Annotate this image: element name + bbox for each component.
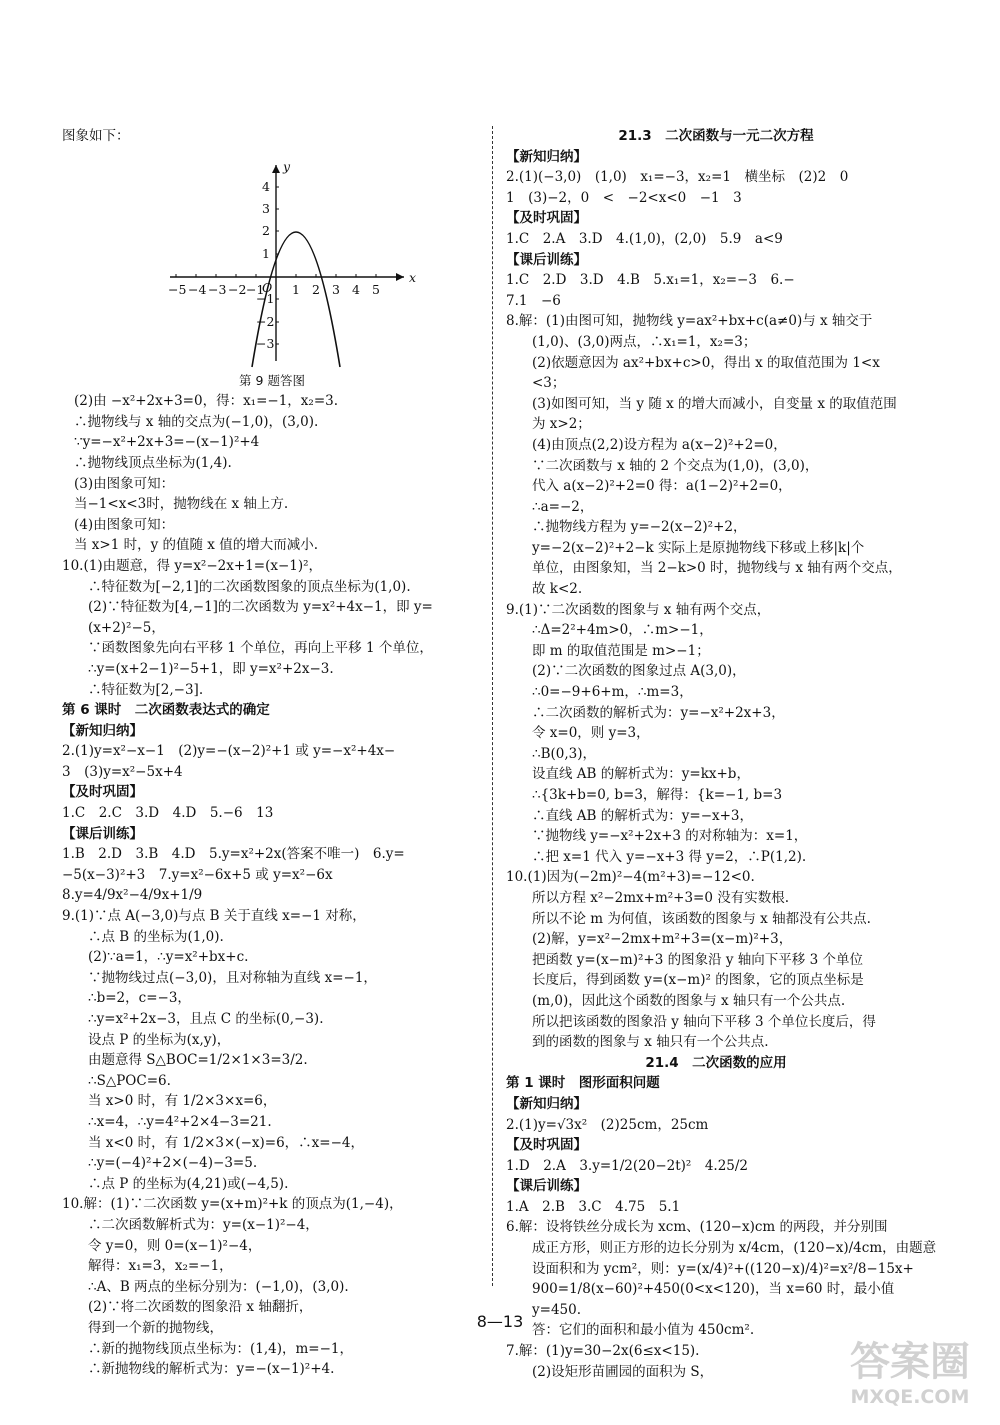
right-line: ∴二次函数的解析式为：y=−x²+2x+3， (532, 704, 785, 721)
right-line: y=450. (532, 1301, 581, 1318)
column-divider (492, 126, 493, 1286)
section-label: 【新知归纳】 (62, 722, 143, 739)
left-line: ∴抛物线与 x 轴的交点为(−1,0)，(3,0). (74, 413, 319, 430)
right-line: 长度后，得到函数 y=(x−m)² 的图象，它的顶点坐标是 (532, 972, 864, 989)
page-number: 8—13 (476, 1312, 524, 1331)
right-line: 8.解：(1)由图可知，抛物线 y=ax²+bx+c(a≠0)与 x 轴交于 (506, 313, 873, 330)
left-line: ∴x=4，∴y=4²+2×4−3=21. (88, 1113, 272, 1130)
right-line: 1.C 2.D 3.D 4.B 5.x₁=1，x₂=−3 6.− (506, 272, 795, 289)
y-tick-label: 1 (262, 245, 270, 261)
left-line: ∴点 P 的坐标为(4,21)或(−4,5). (88, 1175, 289, 1192)
left-line: ∴特征数为[−2,1]的二次函数图象的顶点坐标为(1,0). (88, 578, 411, 595)
right-line: 设面积和为 ycm²，则：y=(x/4)²+((120−x)/4)²=x²/8−15x+ (532, 1260, 914, 1277)
section-label: 【及时巩固】 (506, 210, 587, 227)
left-line: ∴S△POC=6. (88, 1072, 171, 1089)
right-line: ∵二次函数与 x 轴的 2 个交点为(1,0)，(3,0)， (532, 457, 819, 474)
left-line: 9.(1)∵点 A(−3,0)与点 B 关于直线 x=−1 对称， (62, 908, 366, 925)
y-tick-label: −2 (256, 313, 275, 329)
right-line: 故 k<2. (532, 581, 583, 598)
left-line: ∴新的抛物线顶点坐标为：(1,4)，m=−1， (88, 1340, 354, 1357)
left-line: ∴A、B 两点的坐标分别为：(−1,0)，(3,0). (88, 1278, 349, 1295)
parabola-figure (62, 151, 482, 371)
left-line: 10.解：(1)∵二次函数 y=(x+m)²+k 的顶点为(1,−4)， (62, 1196, 403, 1213)
right-line: 900=1/8(x−60)²+450(0<x<120)，当 x=60 时，最小值 (532, 1281, 895, 1298)
left-line: 得到一个新的抛物线， (88, 1319, 223, 1336)
parabola-graph (62, 151, 482, 371)
y-tick-label: 4 (262, 178, 270, 194)
section-heading: 21.4 二次函数的应用 (645, 1054, 787, 1071)
right-line: 2.(1)(−3,0) (1,0) x₁=−3，x₂=1 横坐标 (2)2 0 (506, 169, 849, 186)
left-line: 1.B 2.D 3.B 4.D 5.y=x²+2x(答案不唯一) 6.y= (62, 846, 405, 863)
left-line: (4)由图象可知： (74, 516, 175, 533)
right-line: (1,0)、(3,0)两点，∴x₁=1，x₂=3； (532, 333, 757, 350)
x-axis-label: x (409, 269, 417, 285)
right-line: 7.解：(1)y=30−2x(6≤x<15). (506, 1343, 700, 1360)
right-line: ∴Δ=2²+4m>0，∴m>−1， (532, 622, 713, 639)
left-line: 当−1<x<3时，抛物线在 x 轴上方. (74, 496, 289, 513)
y-axis-label: y (283, 158, 291, 174)
left-line: ∴特征数为[2,−3]. (88, 681, 204, 698)
left-line: 10.(1)由题意，得 y=x²−2x+1=(x−1)²， (62, 557, 323, 574)
left-line: ∵函数图象先向右平移 1 个单位，再向上平移 1 个单位， (88, 640, 433, 657)
left-line: 解得：x₁=3，x₂=−1， (88, 1258, 233, 1275)
right-line: 6.解：设将铁丝分成长为 xcm、(120−x)cm 的两段，并分别围 (506, 1219, 888, 1236)
section-label: 【新知归纳】 (506, 1095, 587, 1112)
right-line: 令 x=0，则 y=3， (532, 725, 650, 742)
right-line: (2)设矩形苗圃园的面积为 S， (532, 1363, 714, 1380)
left-line: (2)∵a=1，∴y=x²+bx+c. (88, 949, 249, 966)
right-line: ∵抛物线 y=−x²+2x+3 的对称轴为：x=1， (532, 828, 808, 845)
right-line: ∴直线 AB 的解析式为：y=−x+3， (532, 807, 754, 824)
right-line: (2)解，y=x²−2mx+m²+3=(x−m)²+3， (532, 931, 793, 948)
left-line: ∴b=2，c=−3， (88, 990, 191, 1007)
right-line: (2)依题意因为 ax²+bx+c>0，得出 x 的取值范围为 1<x (532, 354, 880, 371)
watermark-logo (840, 1323, 980, 1413)
right-line: 为 x>2； (532, 416, 591, 433)
left-line: 3 (3)y=x²−5x+4 (62, 763, 183, 780)
right-line: 即 m 的取值范围是 m>−1； (532, 642, 710, 659)
right-line: (2)∵二次函数的图象过点 A(3,0)， (532, 663, 746, 680)
left-line: (2)∵将二次函数的图象沿 x 轴翻折， (88, 1299, 313, 1316)
x-tick-label: 2 (312, 281, 320, 297)
y-tick-label: −3 (256, 335, 275, 351)
figure-caption: 第 9 题答图 (239, 372, 305, 388)
x-tick-label: 5 (372, 281, 380, 297)
x-tick-label: −5 (168, 281, 187, 297)
right-line: 代入 a(x−2)²+2=0 得：a(1−2)²+2=0， (532, 478, 792, 495)
right-line: 2.(1)y=√3x² (2)25cm，25cm (506, 1116, 709, 1133)
left-line: (2)由 −x²+2x+3=0，得：x₁=−1，x₂=3. (74, 393, 339, 410)
y-tick-label: 2 (262, 222, 270, 238)
left-line: ∴二次函数解析式为：y=(x−1)²−4， (88, 1216, 319, 1233)
left-line: −5(x−3)²+3 7.y=x²−6x+5 或 y=x²−6x (62, 866, 333, 883)
right-line: ∴抛物线方程为 y=−2(x−2)²+2， (532, 519, 747, 536)
y-tick-label: −1 (256, 290, 275, 306)
section-label: 【课后训练】 (506, 251, 587, 268)
x-tick-label: −2 (228, 281, 247, 297)
right-line: 1.C 2.A 3.D 4.(1,0)，(2,0) 5.9 a<9 (506, 230, 783, 247)
left-line: (2)∵特征数为[4,−1]的二次函数为 y=x²+4x−1，即 y= (88, 599, 433, 616)
right-line: 7.1 −6 (506, 292, 561, 309)
left-line: (3)由图象可知： (74, 475, 175, 492)
section-label: 【课后训练】 (506, 1178, 587, 1195)
x-tick-label: 1 (292, 281, 300, 297)
right-line: y=−2(x−2)²+2−k 实际上是原抛物线下移或上移|k|个 (532, 539, 865, 556)
section-label: 【及时巩固】 (506, 1137, 587, 1154)
right-line: (4)由顶点(2,2)设方程为 a(x−2)²+2=0， (532, 436, 787, 453)
right-line: (m,0)，因此这个函数的图象与 x 轴只有一个公共点. (532, 992, 846, 1009)
right-line: 到的函数的图象与 x 轴只有一个公共点. (532, 1034, 769, 1051)
x-tick-label: −4 (188, 281, 207, 297)
section-label: 【课后训练】 (62, 825, 143, 842)
left-line: 1.C 2.C 3.D 4.D 5.−6 13 (62, 805, 274, 822)
right-line: ∴把 x=1 代入 y=−x+3 得 y=2，∴P(1,2). (532, 848, 807, 865)
x-axis-arrow (396, 273, 404, 281)
right-line: 10.(1)因为(−2m)²−4(m²+3)=−12<0. (506, 869, 755, 886)
x-tick-label: 3 (332, 281, 340, 297)
left-line: 当 x>1 时，y 的值随 x 值的增大而减小. (74, 537, 319, 554)
right-line: 设直线 AB 的解析式为：y=kx+b， (532, 766, 750, 783)
left-column (62, 126, 482, 1380)
left-line: 2.(1)y=x²−x−1 (2)y=−(x−2)²+1 或 y=−x²+4x− (62, 743, 396, 760)
left-line: 当 x<0 时，有 1/2×3×(−x)=6，∴x=−4， (88, 1134, 365, 1151)
left-line: ∴y=(x+2−1)²−5+1，即 y=x²+2x−3. (88, 660, 334, 677)
right-column (506, 126, 937, 1382)
right-line: ∴a=−2， (532, 498, 594, 515)
right-line: 把函数 y=(x−m)²+3 的图象沿 y 轴向下平移 3 个单位 (532, 951, 863, 968)
section-heading: 21.3 二次函数与一元二次方程 (618, 128, 814, 144)
left-line: ∴y=x²+2x−3，且点 C 的坐标(0,−3). (88, 1011, 324, 1027)
right-line: ∴B(0,3)， (532, 745, 597, 762)
y-axis-arrow (272, 165, 280, 173)
left-line: ∴新抛物线的解析式为：y=−(x−1)²+4. (88, 1361, 335, 1378)
right-line: 1.D 2.A 3.y=1/2(20−2t)² 4.25/2 (506, 1157, 749, 1174)
right-line: 1.A 2.B 3.C 4.75 5.1 (506, 1198, 681, 1215)
right-line: <3； (532, 375, 566, 392)
x-tick-label: 4 (352, 281, 360, 297)
lesson-heading: 第 1 课时 图形面积问题 (506, 1075, 660, 1092)
right-line: ∴0=−9+6+m，∴m=3， (532, 684, 693, 701)
x-tick-label: −1 (246, 281, 265, 297)
section-label: 【及时巩固】 (62, 784, 143, 801)
right-line: (3)如图可知，当 y 随 x 的增大而减小，自变量 x 的取值范围 (532, 395, 897, 412)
lesson-heading: 第 6 课时 二次函数表达式的确定 (62, 702, 270, 719)
left-line: ∴y=(−4)²+2×(−4)−3=5. (88, 1155, 258, 1172)
section-label: 【新知归纳】 (506, 148, 587, 165)
right-line: 所以不论 m 为何值，该函数的图象与 x 轴都没有公共点. (532, 910, 871, 927)
left-line: 图象如下： (62, 128, 130, 144)
right-line: 1 (3)−2，0 < −2<x<0 −1 3 (506, 189, 742, 206)
y-tick-label: 3 (262, 200, 270, 216)
left-line: 令 y=0，则 0=(x−1)²−4， (88, 1237, 262, 1254)
left-line: ∵抛物线过点(−3,0)，且对称轴为直线 x=−1， (88, 969, 377, 986)
right-line: 成正方形，则正方形的边长分别为 x/4cm，(120−x)/4cm，由题意 (532, 1240, 937, 1257)
x-tick-label: −3 (208, 281, 227, 297)
right-line: ∴{3k+b=0, b=3，解得：{k=−1, b=3 (532, 787, 783, 803)
left-line: 当 x>0 时，有 1/2×3×x=6， (88, 1093, 277, 1110)
left-line: ∴抛物线顶点坐标为(1,4). (74, 454, 232, 471)
left-line: 设点 P 的坐标为(x,y)， (88, 1031, 231, 1048)
right-line: 单位，由图象知，当 2−k>0 时，抛物线与 x 轴有两个交点， (532, 560, 902, 577)
origin-label: O (262, 279, 273, 295)
left-line: (x+2)²−5， (88, 619, 165, 636)
right-line: 9.(1)∵二次函数的图象与 x 轴有两个交点， (506, 601, 771, 618)
watermark-big-text: 答案圈 (850, 1339, 970, 1385)
right-line: 所以方程 x²−2mx+m²+3=0 没有实数根. (532, 889, 790, 906)
right-line: 答：它们的面积和最小值为 450cm². (532, 1322, 755, 1339)
left-line: ∴点 B 的坐标为(1,0). (88, 928, 224, 945)
left-line: 由题意得 S△BOC=1/2×1×3=3/2. (88, 1052, 308, 1069)
right-line: 所以把该函数的图象沿 y 轴向下平移 3 个单位长度后，得 (532, 1013, 876, 1030)
left-line: ∵y=−x²+2x+3=−(x−1)²+4 (74, 434, 260, 451)
left-line: 8.y=4/9x²−4/9x+1/9 (62, 887, 203, 904)
watermark-small-text: MXQE.COM (850, 1386, 970, 1408)
